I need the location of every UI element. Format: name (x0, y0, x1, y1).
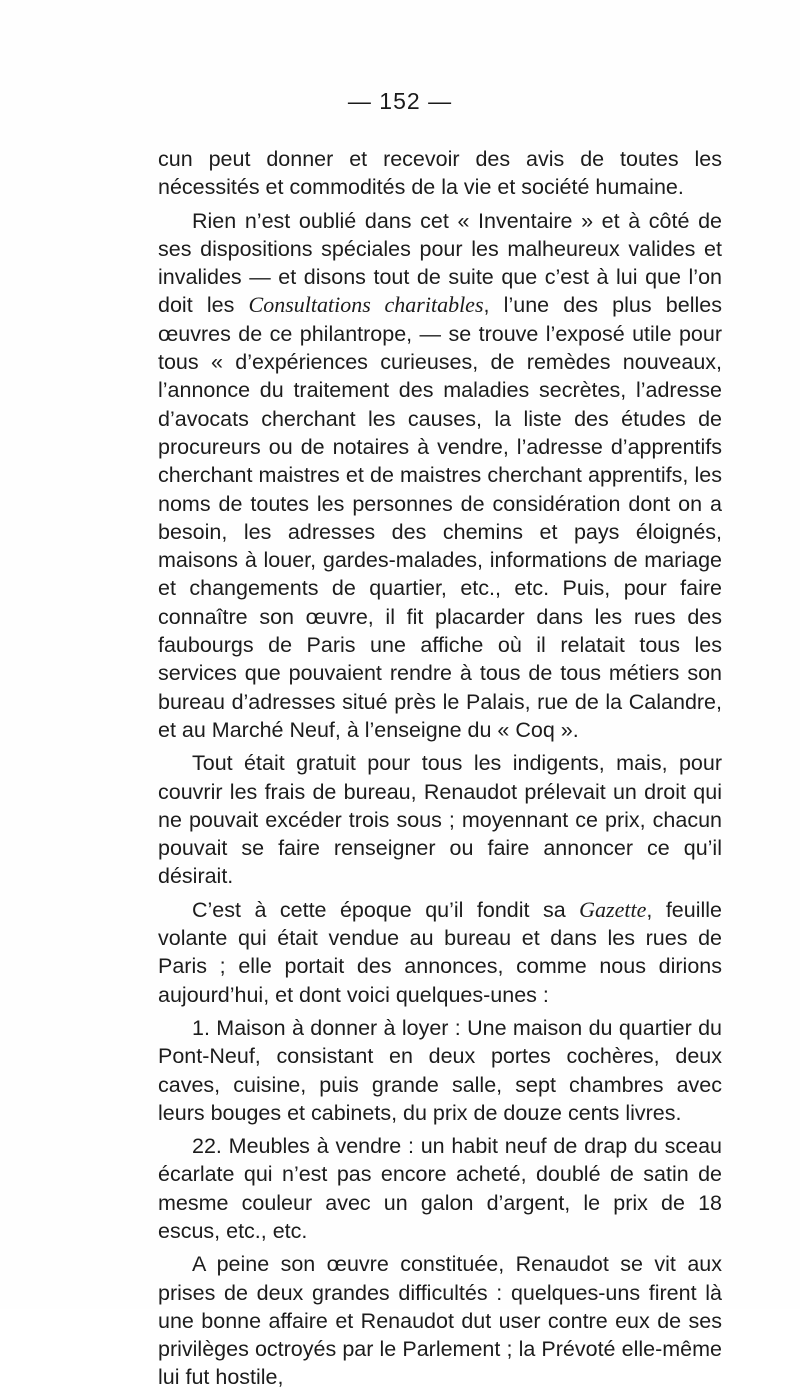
paragraph-text: , l’une des plus belles œuvres de ce philantrope, — se trouve l’exposé utile pour tous « d’expériences curieuses, de remèdes nouveaux, l’annonce du traitement des maladies secrètes, l’adresse d’avocats cherchant les causes, la liste des études de procureurs ou de notaires à vendre, l’adresse d’apprentifs cherchant maistres et de maistres cherchant apprentifs, les noms de toutes les personnes de considération dont on a besoin, les adresses des chemins et pays éloignés, maisons à louer, gardes-malades, informations de mariage et changements de quartier, etc., etc. Puis, pour faire connaître son œuvre, il fit placarder dans les rues des faubourgs de Paris une affiche où il relatait tous les services que pouvaient rendre à tous de tous métiers son bureau d’adresses situé près le Palais, rue de la Calandre, et au Marché Neuf, à l’enseigne du « Coq ». (158, 293, 722, 742)
paragraph-inventaire (158, 207, 722, 745)
paragraph-text: Tout était gratuit pour tous les indigents, mais, pour couvrir les frais de bureau, Renaudot prélevait un droit qui ne pouvait excéder trois sous ; moyennant ce prix, chacun pouvait se faire renseigner ou faire annoncer ce qu’il désirait. (158, 751, 722, 889)
page-number: — 152 — (347, 88, 453, 114)
italic-title-gazette: Gazette (579, 896, 647, 922)
body-text (158, 145, 722, 1397)
paragraph-text: A peine son œuvre constituée, Renaudot se vit aux prises de deux grandes difficultés : quelques-uns firent là une bonne affaire et Renaudot dut user contre eux de ses privilèges octroyés par le Parlement ; la Prévoté elle-même lui fut hostile, (158, 1252, 722, 1390)
paragraph-text: cun peut donner et recevoir des avis de toutes les nécessités et commodités de la vie et société humaine. (158, 147, 722, 200)
paragraph-continued (158, 145, 722, 202)
paragraph-text: 22. Meubles à vendre : un habit neuf de drap du sceau écarlate qui n’est pas encore acheté, doublé de satin de mesme couleur avec un galon d’argent, le prix de 18 escus, etc., etc. (158, 1134, 722, 1243)
paragraph-difficultes (158, 1250, 722, 1391)
paragraph-text: , feuille volante qui était vendue au bureau et dans les rues de Paris ; elle portait des annonces, comme nous dirions aujourd’hui, et dont voici quelques-unes : (158, 897, 722, 1007)
paragraph-text: 1. Maison à donner à loyer : Une maison du quartier du Pont-Neuf, consistant en deux portes cochères, deux caves, cuisine, puis grande salle, sept chambres avec leurs bouges et cabinets, du prix de douze cents livres. (158, 1015, 722, 1125)
paragraph-annonce-1 (158, 1014, 722, 1127)
paragraph-gratuit (158, 749, 722, 890)
paragraph-text: Rien n’est oublié dans cet « Inventaire » et à côté de ses dispositions spéciales pour les malheureux valides et invalides — et disons tout de suite que c’est à lui que l’on doit les (158, 208, 722, 318)
paragraph-gazette (158, 896, 722, 1009)
italic-title-consultations: Consultations charitables (248, 292, 484, 318)
paragraph-text: C’est à cette époque qu’il fondit sa (192, 897, 580, 922)
paragraph-annonce-22 (158, 1132, 722, 1245)
